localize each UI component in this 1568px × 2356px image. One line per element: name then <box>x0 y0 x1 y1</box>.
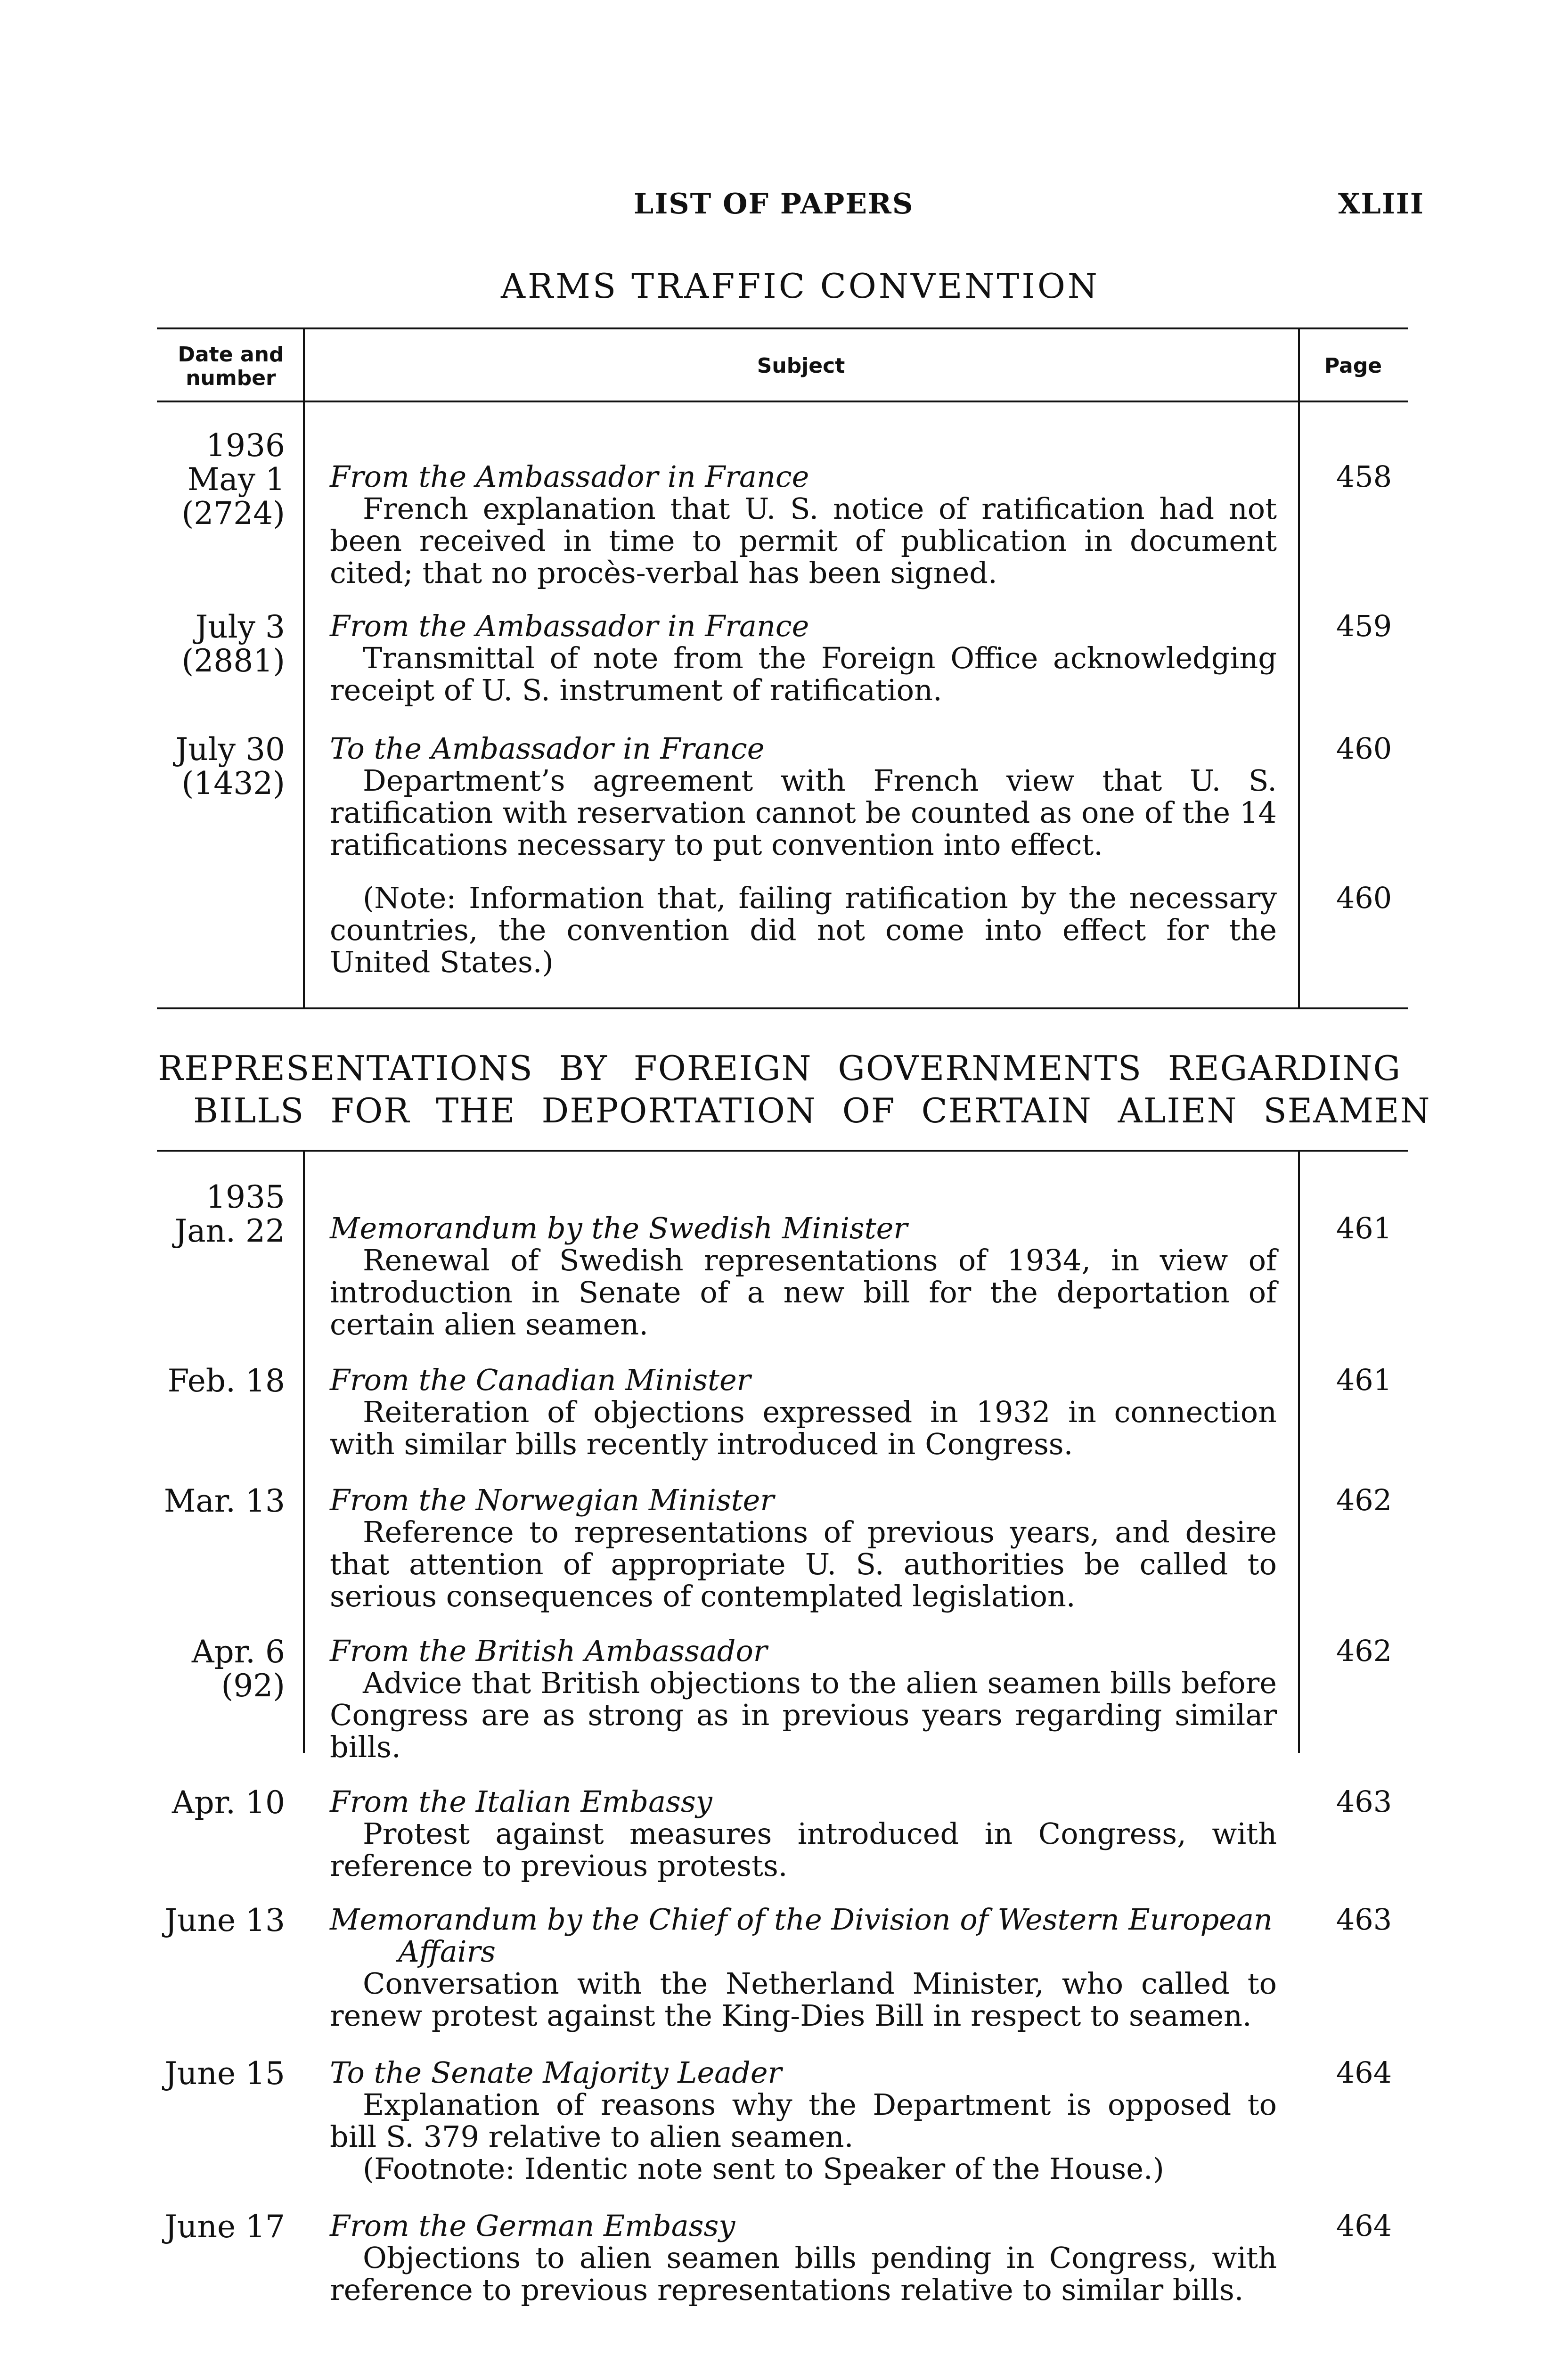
date-day: July 3 <box>195 609 285 645</box>
entry-date <box>163 1364 285 1398</box>
table1-header-rule <box>157 401 1408 402</box>
entry-page: 459 <box>1336 609 1392 643</box>
date-day: Feb. 18 <box>167 1363 285 1399</box>
entry-from: To the Ambassador in France <box>330 731 765 766</box>
entry-page: 463 <box>1336 1902 1392 1937</box>
entry-from: From the Ambassador in France <box>330 459 809 494</box>
entry-body: Transmittal of note from the Foreign Office acknowledging receipt of U. S. instrument of ratification. <box>330 641 1277 707</box>
entry-footnote: (Footnote: Identic note sent to Speaker of the House.) <box>363 2151 1164 2186</box>
date-number: (2881) <box>181 643 285 679</box>
entry-subject <box>330 1635 1277 1763</box>
entry-page: 463 <box>1336 1784 1392 1819</box>
table2-top-rule <box>157 1150 1408 1152</box>
entry-date <box>163 1786 285 1820</box>
entry-date <box>163 429 285 531</box>
date-day: June 17 <box>164 2209 285 2245</box>
entry-date <box>163 1904 285 1938</box>
section-title-line-1: REPRESENTATIONS BY FOREIGN GOVERNMENTS REGARDING <box>158 1048 1402 1088</box>
date-day: June 13 <box>164 1902 285 1939</box>
entry-page: 458 <box>1336 459 1392 494</box>
date-number: (92) <box>221 1668 285 1704</box>
entry-body: Protest against measures introduced in Congress, with reference to previous protests. <box>330 1816 1277 1883</box>
column-header-subject: Subject <box>757 354 845 378</box>
date-day: Jan. 22 <box>174 1213 285 1249</box>
column-header-date <box>160 343 302 390</box>
entry-from: From the German Embassy <box>330 2209 735 2243</box>
entry-body: Reiteration of objections expressed in 1932 in connection with similar bills recently introduced in Congress. <box>330 1395 1277 1461</box>
entry-subject <box>330 1484 1277 1612</box>
entry-page: 464 <box>1336 2209 1392 2243</box>
entry-page: 462 <box>1336 1634 1392 1668</box>
entry-subject <box>330 1364 1277 1460</box>
date-number: (2724) <box>181 495 285 532</box>
entry-page: 461 <box>1336 1211 1392 1245</box>
column-header-date-text: Date and number <box>178 343 284 390</box>
entry-from: From the British Ambassador <box>330 1634 768 1668</box>
table1-divider-page <box>1298 327 1300 1007</box>
entry-date <box>163 2210 285 2244</box>
date-day: July 30 <box>175 731 285 768</box>
entry-subject <box>330 1904 1277 2032</box>
entry-page: 462 <box>1336 1483 1392 1517</box>
entry-from: To the Senate Majority Leader <box>330 2055 782 2090</box>
entry-body: Advice that British objections to the alien seamen bills before Congress are as strong as in previous years regarding similar bills. <box>330 1666 1277 1764</box>
entry-body: French explanation that U. S. notice of ratification had not been received in time to permit of publication in document cited; that no procès-verbal has been signed. <box>330 491 1277 590</box>
entry-from: From the Norwegian Minister <box>330 1483 774 1517</box>
date-day: Mar. 13 <box>163 1483 285 1519</box>
entry-date <box>163 610 285 678</box>
table1-bottom-rule <box>157 1007 1408 1009</box>
table2-divider-page <box>1298 1150 1300 1753</box>
entry-body: Explanation of reasons why the Department is opposed to bill S. 379 relative to alien seamen. <box>330 2087 1277 2154</box>
entry-from: Memorandum by the Chief of the Division of Western European Affairs <box>330 1902 1273 1969</box>
entry-subject <box>330 610 1277 706</box>
entry-date <box>163 1635 285 1703</box>
entry-body: Objections to alien seamen bills pending in Congress, with reference to previous representations relative to similar bills. <box>330 2241 1277 2307</box>
entry-body: Renewal of Swedish representations of 1934, in view of introduction in Senate of a new bill for the deportation of certain alien seamen. <box>330 1243 1277 1342</box>
date-number: (1432) <box>181 765 285 802</box>
entry-page: 464 <box>1336 2055 1392 2090</box>
entry-subject <box>330 733 1277 861</box>
date-year: 1936 <box>206 427 285 464</box>
entry-note-text: (Note: Information that, failing ratification by the necessary countries, the convention did not come into effect for the United States.) <box>330 881 1277 979</box>
date-day: May 1 <box>187 461 285 498</box>
entry-subject <box>330 1786 1277 1882</box>
running-header-page-roman: XLIII <box>1338 188 1424 221</box>
entry-from: From the Ambassador in France <box>330 609 809 643</box>
entry-page: 460 <box>1336 881 1392 915</box>
entry-note <box>330 882 1277 978</box>
section-title-line-2: BILLS FOR THE DEPORTATION OF CERTAIN ALIEN SEAMEN <box>193 1091 1431 1130</box>
entry-page: 460 <box>1336 731 1392 766</box>
section-title-arms-traffic: ARMS TRAFFIC CONVENTION <box>501 266 1100 306</box>
date-year: 1935 <box>206 1179 285 1215</box>
entry-subject <box>330 2210 1277 2306</box>
column-header-page: Page <box>1324 354 1382 378</box>
date-day: Apr. 6 <box>191 1634 285 1670</box>
entry-from: From the Italian Embassy <box>330 1784 712 1819</box>
date-day: Apr. 10 <box>172 1784 285 1821</box>
table2-divider-date <box>303 1150 305 1753</box>
entry-body: Reference to representations of previous years, and desire that attention of appropriate U. S. authorities be called to serious consequences of contemplated legislation. <box>330 1515 1277 1613</box>
entry-date <box>163 733 285 801</box>
table1-divider-date <box>303 327 305 1007</box>
entry-subject <box>330 2057 1277 2185</box>
entry-subject <box>330 461 1277 589</box>
entry-date <box>163 1484 285 1518</box>
entry-body: Conversation with the Netherland Minister, who called to renew protest against the King-Dies Bill in respect to seamen. <box>330 1966 1277 2033</box>
date-day: June 15 <box>164 2055 285 2092</box>
entry-page: 461 <box>1336 1363 1392 1397</box>
entry-from: Memorandum by the Swedish Minister <box>330 1211 907 1245</box>
entry-body: Department’s agreement with French view that U. S. ratification with reservation cannot be counted as one of the 14 ratifications necessary to put convention into effect. <box>330 763 1277 862</box>
entry-subject <box>330 1212 1277 1341</box>
table1-top-rule <box>157 327 1408 329</box>
entry-from: From the Canadian Minister <box>330 1363 751 1397</box>
entry-date <box>163 2057 285 2091</box>
entry-date <box>163 1180 285 1248</box>
running-header-title: LIST OF PAPERS <box>634 188 914 221</box>
